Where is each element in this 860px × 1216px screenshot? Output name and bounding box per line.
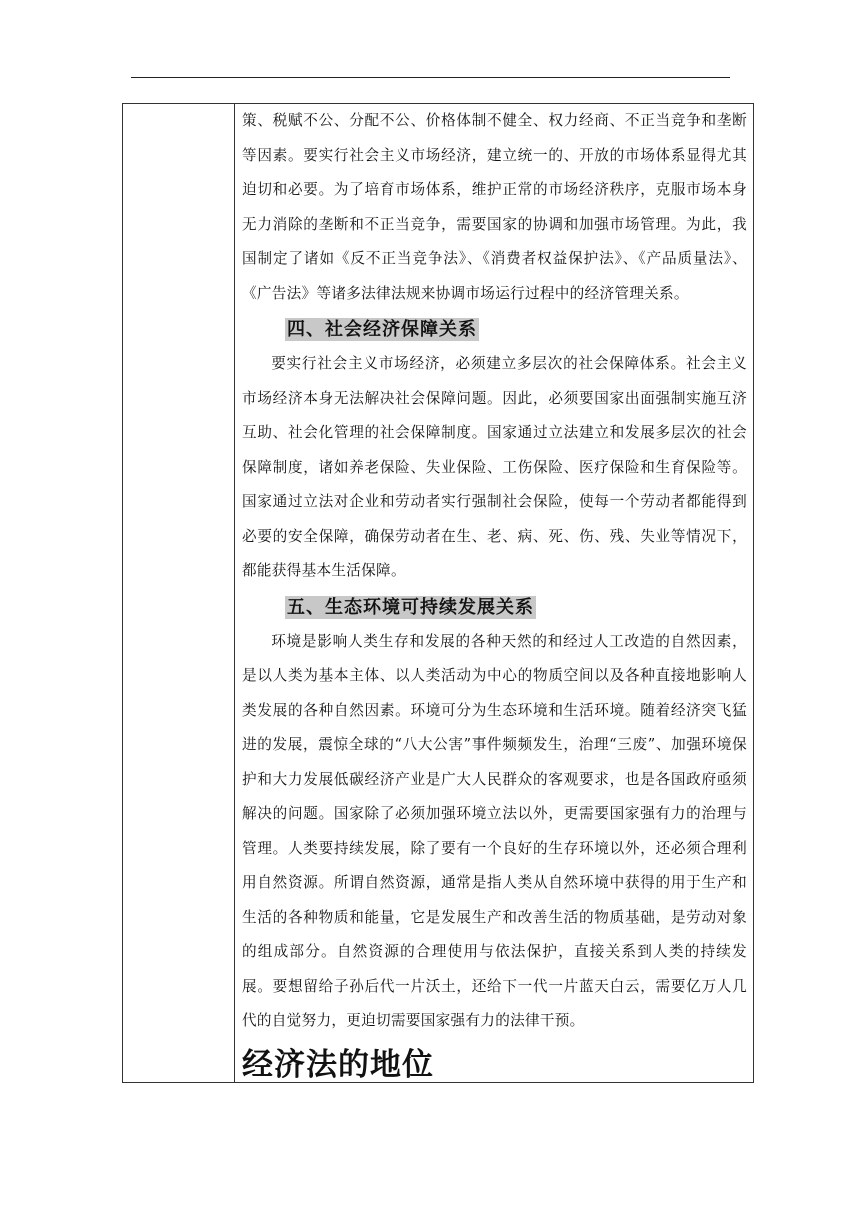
ecology-paragraph: 环境是影响人类生存和发展的各种天然的和经过人工改造的自然因素，是以人类为基本主体、以人类活动为中心的物质空间以及各种直接地影响人类发展的各种自然因素。环境可分为生态环境和生活环境。随着经济突飞猛进的发展，震惊全球的“八大公害”事件频频发生，治理“三废”、加强环境保护和大力发展低碳经济产业是广大人民群众的客观要求，也是各国政府亟须解决的问题。国家除了必须加强环境立法以外，更需要国家强有力的治理与管理。人类要持续发展，除了要有一个良好的生存环境以外，还必须合理利用自然资源。所谓自然资源，通常是指人类从自然环境中获得的用于生产和生活的各种物质和能量，它是发展生产和改善生活的物质基础，是劳动对象的组成部分。自然资源的合理使用与依法保护，直接关系到人类的持续发展。要想留给子孙后代一片沃土，还给下一代一片蓝天白云，需要亿万人几代的自觉努力，更迫切需要国家强有力的法律干预。 xyxy=(242,632,747,1029)
section-heading-social-security xyxy=(285,317,747,343)
economic-law-status-heading: 经济法的地位 xyxy=(242,1046,434,1083)
content-cell xyxy=(242,104,747,1087)
section-heading-ecology xyxy=(285,595,747,621)
social-security-paragraph: 要实行社会主义市场经济，必须建立多层次的社会保障体系。社会主义市场经济本身无法解决社会保障问题。因此，必须要国家出面强制实施互济互助、社会化管理的社会保障制度。国家通过立法建立和发展多层次的社会保障制度，诸如养老保险、失业保险、工伤保险、医疗保险和生育保险等。国家通过立法对企业和劳动者实行强制社会保险，使每一个劳动者都能得到必要的安全保障，确保劳动者在生、老、病、死、伤、残、失业等情况下，都能获得基本生活保障。 xyxy=(242,355,747,579)
section-heading-text: 四、社会经济保障关系 xyxy=(287,319,477,340)
section-heading-text: 五、生态环境可持续发展关系 xyxy=(287,596,534,618)
column-divider xyxy=(234,104,235,1082)
content-table xyxy=(122,103,754,1083)
intro-paragraph: 策、税赋不公、分配不公、价格体制不健全、权力经商、不正当竞争和垄断等因素。要实行社会主义市场经济，建立统一的、开放的市场体系显得尤其迫切和必要。为了培育市场体系，维护正常的市场经济秩序，克服市场本身无力消除的垄断和不正当竞争，需要国家的协调和加强市场管理。为此，我国制定了诸如《反不正当竞争法》、《消费者权益保护法》、《产品质量法》、《广告法》等诸多法律法规来协调市场运行过程中的经济管理关系。 xyxy=(242,112,747,302)
header-rule xyxy=(131,77,730,78)
